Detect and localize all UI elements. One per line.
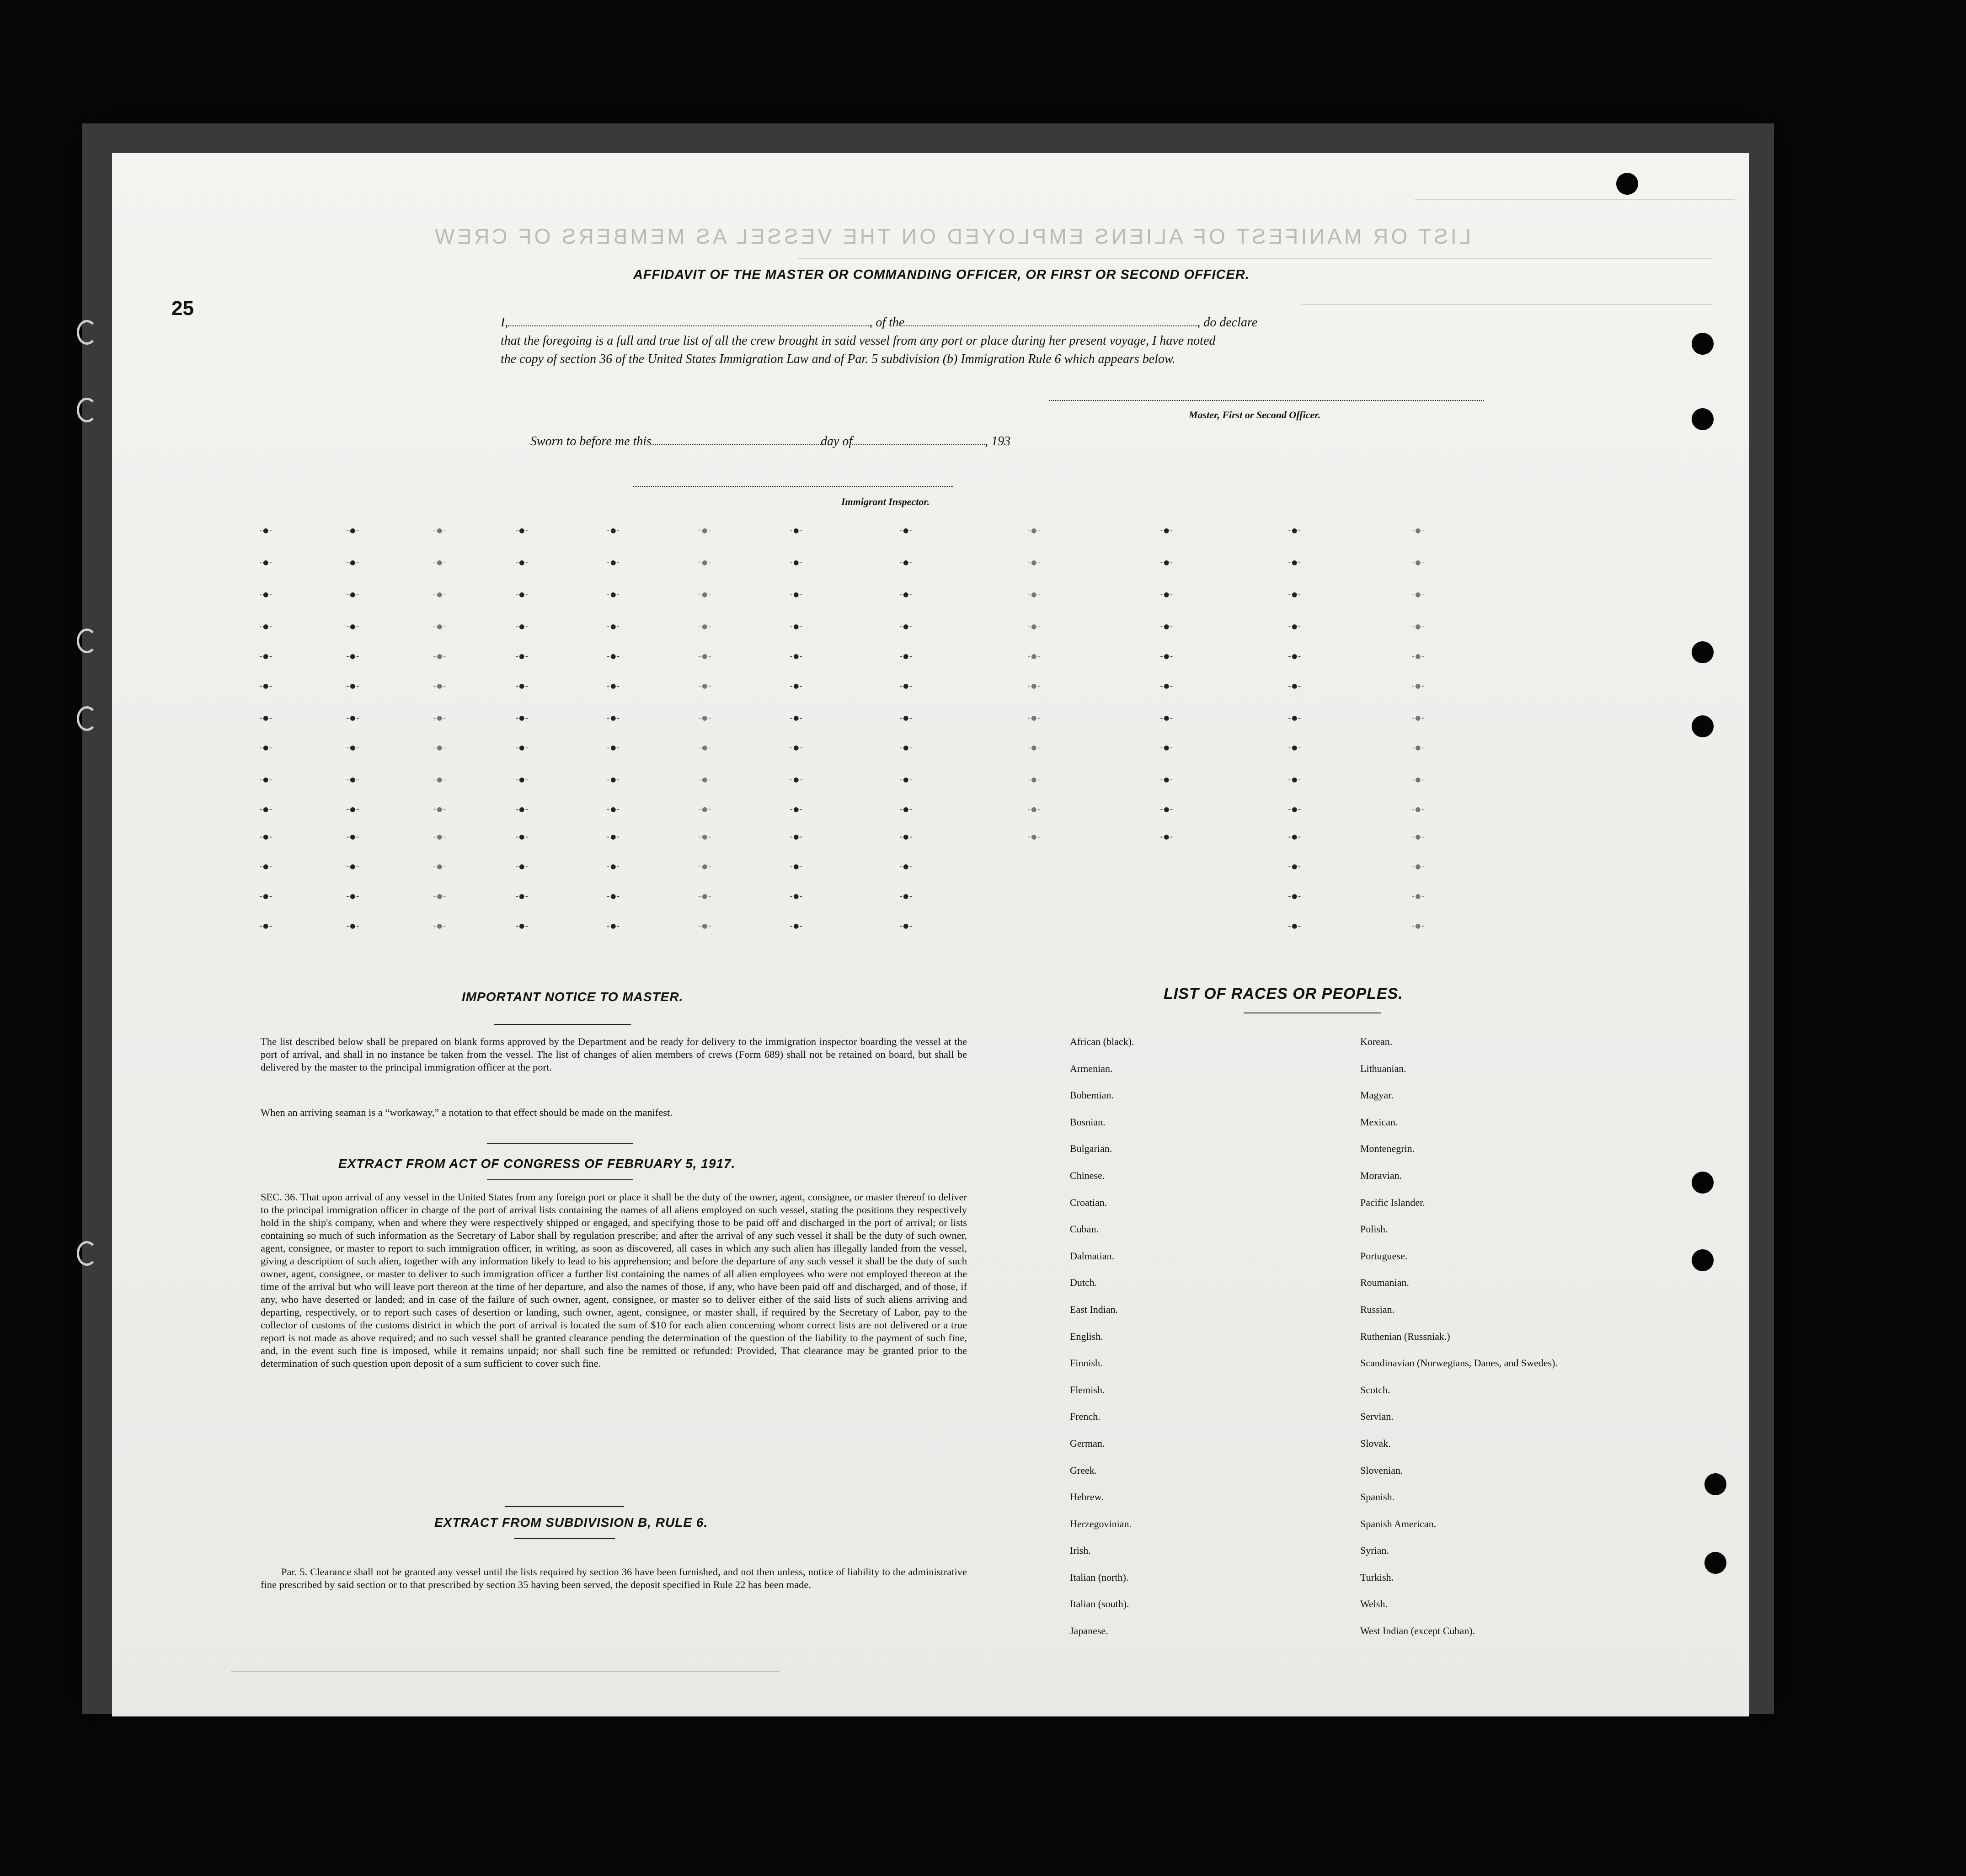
race-item: Pacific Islander. xyxy=(1360,1196,1425,1208)
ditto-mark xyxy=(697,526,712,535)
punch-hole xyxy=(1692,333,1714,355)
race-item: East Indian. xyxy=(1070,1303,1118,1315)
ditto-mark xyxy=(898,681,914,691)
affidavit-line-1 xyxy=(501,315,1257,330)
ditto-mark xyxy=(697,862,712,871)
crew-row xyxy=(258,651,1584,665)
affidavit-declare: , do declare xyxy=(1197,315,1258,330)
ditto-mark xyxy=(432,651,447,661)
crew-row xyxy=(258,921,1584,935)
ditto-mark xyxy=(606,921,621,931)
ditto-mark xyxy=(258,805,273,814)
ditto-mark xyxy=(1410,622,1426,631)
ditto-mark xyxy=(1287,832,1302,842)
ditto-mark xyxy=(789,775,804,784)
race-item: Dutch. xyxy=(1070,1277,1097,1289)
punch-hole xyxy=(1692,1172,1714,1194)
ditto-mark xyxy=(697,921,712,931)
inspector-signature-label: Immigrant Inspector. xyxy=(841,496,930,507)
ditto-mark xyxy=(432,681,447,691)
race-item: Spanish American. xyxy=(1360,1518,1437,1530)
ditto-mark xyxy=(1287,743,1302,752)
ditto-mark xyxy=(898,832,914,842)
master-signature-label: Master, First or Second Officer. xyxy=(1189,409,1321,421)
ditto-mark xyxy=(1287,622,1302,631)
ditto-mark xyxy=(1287,862,1302,871)
handwritten-page-mark: 25 xyxy=(171,297,194,320)
ditto-mark xyxy=(1159,681,1174,691)
bleed-line xyxy=(1301,304,1712,305)
ditto-mark xyxy=(1159,526,1174,535)
ditto-mark xyxy=(898,775,914,784)
race-item: Moravian. xyxy=(1360,1169,1402,1181)
ditto-mark xyxy=(432,921,447,931)
ditto-mark xyxy=(1410,775,1426,784)
ditto-mark xyxy=(1287,775,1302,784)
race-item: West Indian (except Cuban). xyxy=(1360,1625,1475,1637)
ditto-mark xyxy=(514,622,529,631)
race-item: Herzegovinian. xyxy=(1070,1518,1132,1530)
ditto-mark xyxy=(1410,921,1426,931)
ditto-mark xyxy=(432,775,447,784)
bleed-line xyxy=(231,1671,780,1672)
crew-row xyxy=(258,743,1584,757)
ditto-mark xyxy=(1026,681,1042,691)
ditto-mark xyxy=(1287,805,1302,814)
ditto-mark xyxy=(1410,558,1426,567)
ditto-mark xyxy=(789,713,804,723)
race-item: Spanish. xyxy=(1360,1491,1395,1503)
ditto-mark xyxy=(789,805,804,814)
ditto-mark xyxy=(1287,651,1302,661)
crew-row xyxy=(258,775,1584,789)
extract-act-title: EXTRACT FROM ACT OF CONGRESS OF FEBRUARY 5, 1917. xyxy=(338,1157,736,1171)
ditto-mark xyxy=(1026,775,1042,784)
ditto-mark xyxy=(1410,862,1426,871)
ditto-mark xyxy=(898,921,914,931)
race-item: Korean. xyxy=(1360,1036,1393,1047)
ditto-mark xyxy=(345,775,360,784)
ditto-mark xyxy=(432,891,447,901)
ditto-mark xyxy=(1287,921,1302,931)
important-notice-paragraph-2: When an arriving seaman is a “workaway,” a notation to that effect should be made on the manifest. xyxy=(261,1107,673,1118)
race-item: Greek. xyxy=(1070,1464,1097,1476)
ditto-mark xyxy=(1287,891,1302,901)
ditto-mark xyxy=(697,651,712,661)
ditto-mark xyxy=(1026,743,1042,752)
ditto-mark xyxy=(432,590,447,599)
ditto-mark xyxy=(345,651,360,661)
race-item: Ruthenian (Russniak.) xyxy=(1360,1330,1450,1342)
ditto-mark xyxy=(1287,526,1302,535)
ditto-mark xyxy=(432,862,447,871)
race-item: Welsh. xyxy=(1360,1598,1388,1610)
important-notice-paragraph-1: The list described below shall be prepared on blank forms approved by the Department and be ready for delivery to the immigration inspector boarding the vessel at the port of arrival, and shall in no instance be taken from the vessel. The list of changes of alien members of crews (Form 689) shall not be retained on board, but shall be delivered by the master to the principal immigration officer at the port. xyxy=(261,1036,967,1073)
ditto-mark xyxy=(258,651,273,661)
races-column-2 xyxy=(1360,1029,1558,1645)
rule-rule-top xyxy=(505,1506,624,1507)
ditto-mark xyxy=(514,558,529,567)
race-item: African (black). xyxy=(1070,1036,1134,1047)
ditto-mark xyxy=(697,805,712,814)
binder-ring-mark xyxy=(77,320,97,345)
ditto-mark xyxy=(1410,651,1426,661)
ditto-mark xyxy=(1026,713,1042,723)
race-item: Armenian. xyxy=(1070,1062,1113,1074)
ditto-mark xyxy=(789,832,804,842)
ditto-mark xyxy=(1410,526,1426,535)
ditto-mark xyxy=(606,775,621,784)
ditto-mark xyxy=(697,681,712,691)
crew-row xyxy=(258,681,1584,695)
ditto-mark xyxy=(697,743,712,752)
crew-row xyxy=(258,622,1584,635)
punch-hole xyxy=(1704,1552,1726,1574)
ditto-mark xyxy=(1410,590,1426,599)
race-item: Magyar. xyxy=(1360,1089,1394,1101)
race-item: Scandinavian (Norwegians, Danes, and Swedes). xyxy=(1360,1357,1558,1369)
ditto-mark xyxy=(514,775,529,784)
ditto-mark xyxy=(789,558,804,567)
ditto-mark xyxy=(258,775,273,784)
race-item: Bohemian. xyxy=(1070,1089,1114,1101)
ditto-mark xyxy=(697,558,712,567)
races-title: LIST OF RACES OR PEOPLES. xyxy=(1164,985,1403,1002)
ditto-mark xyxy=(789,651,804,661)
ditto-mark xyxy=(514,713,529,723)
ditto-mark xyxy=(697,832,712,842)
race-item: Bulgarian. xyxy=(1070,1143,1112,1155)
ditto-mark xyxy=(789,590,804,599)
punch-hole xyxy=(1692,641,1714,663)
ditto-mark xyxy=(697,775,712,784)
ditto-mark xyxy=(514,832,529,842)
ditto-mark xyxy=(1159,651,1174,661)
ditto-mark xyxy=(345,713,360,723)
ditto-mark xyxy=(432,832,447,842)
ditto-mark xyxy=(789,681,804,691)
ditto-mark xyxy=(514,862,529,871)
ditto-mark xyxy=(345,891,360,901)
ditto-mark xyxy=(1410,891,1426,901)
ditto-mark xyxy=(345,862,360,871)
ditto-mark xyxy=(789,891,804,901)
ditto-mark xyxy=(898,526,914,535)
race-item: Japanese. xyxy=(1070,1625,1108,1637)
ditto-mark xyxy=(789,743,804,752)
ditto-mark xyxy=(258,921,273,931)
crew-row xyxy=(258,805,1584,818)
ditto-mark xyxy=(1026,805,1042,814)
ditto-mark xyxy=(258,558,273,567)
punch-hole xyxy=(1692,1249,1714,1271)
race-item: Slovenian. xyxy=(1360,1464,1403,1476)
affidavit-title: AFFIDAVIT OF THE MASTER OR COMMANDING OFFICER, OR FIRST OR SECOND OFFICER. xyxy=(633,267,1250,282)
race-item: Flemish. xyxy=(1070,1384,1105,1396)
ditto-mark xyxy=(258,862,273,871)
ditto-mark xyxy=(345,681,360,691)
extract-rule-text: Par. 5. Clearance shall not be granted any vessel until the lists required by section 36 have been furnished, and not then unless, notice of liability to the administrative fine prescribed by said section or to that prescribed by section 35 having been served, the deposit specified in Rule 22 has been made. xyxy=(261,1566,967,1590)
ditto-mark xyxy=(514,651,529,661)
ditto-mark xyxy=(789,862,804,871)
sworn-day-blank xyxy=(652,434,821,445)
ditto-mark xyxy=(345,622,360,631)
ditto-mark xyxy=(1026,622,1042,631)
ditto-mark xyxy=(1026,526,1042,535)
race-item: Montenegrin. xyxy=(1360,1143,1415,1155)
ditto-mark xyxy=(345,743,360,752)
ditto-mark xyxy=(258,832,273,842)
sworn-label: Sworn to before me this xyxy=(530,434,652,448)
race-item: Croatian. xyxy=(1070,1196,1107,1208)
act-rule-bottom xyxy=(487,1179,633,1180)
ditto-mark xyxy=(898,805,914,814)
race-item: Lithuanian. xyxy=(1360,1062,1406,1074)
ditto-mark xyxy=(345,558,360,567)
bleed-line xyxy=(1415,199,1735,200)
crew-row xyxy=(258,891,1584,905)
master-signature-line xyxy=(1049,400,1484,401)
ditto-mark xyxy=(1026,558,1042,567)
punch-hole xyxy=(1692,715,1714,737)
race-item: Dalmatian. xyxy=(1070,1250,1115,1262)
ditto-mark xyxy=(1410,713,1426,723)
binder-ring-mark xyxy=(77,1241,97,1266)
ditto-mark xyxy=(697,891,712,901)
affidavit-i: I, xyxy=(501,315,508,330)
ditto-mark xyxy=(697,713,712,723)
ditto-mark xyxy=(606,622,621,631)
ditto-mark xyxy=(1287,713,1302,723)
race-item: Russian. xyxy=(1360,1303,1395,1315)
crew-row xyxy=(258,526,1584,539)
crew-row xyxy=(258,862,1584,875)
binder-ring-mark xyxy=(77,629,97,653)
ditto-mark xyxy=(606,862,621,871)
affidavit-of-the: , of the xyxy=(869,315,905,330)
ditto-mark xyxy=(1159,832,1174,842)
ditto-mark xyxy=(432,713,447,723)
ditto-mark xyxy=(258,590,273,599)
race-item: Finnish. xyxy=(1070,1357,1103,1369)
ditto-mark xyxy=(258,891,273,901)
ditto-mark xyxy=(514,526,529,535)
ditto-mark xyxy=(345,526,360,535)
ditto-mark xyxy=(432,558,447,567)
ditto-mark xyxy=(898,651,914,661)
race-item: Servian. xyxy=(1360,1411,1394,1423)
race-item: Syrian. xyxy=(1360,1545,1389,1556)
binder-ring-mark xyxy=(77,398,97,422)
race-item: French. xyxy=(1070,1411,1101,1423)
ditto-mark xyxy=(514,743,529,752)
bleed-through-title: LIST OR MANIFEST OF ALIENS EMPLOYED ON THE VESSEL AS MEMBERS OF CREW xyxy=(432,224,1471,248)
ditto-mark xyxy=(514,681,529,691)
ditto-mark xyxy=(432,805,447,814)
notice-rule xyxy=(494,1024,631,1025)
ditto-mark xyxy=(1159,743,1174,752)
ditto-mark xyxy=(898,743,914,752)
ditto-mark xyxy=(898,713,914,723)
races-column-1 xyxy=(1070,1029,1134,1645)
extract-rule-title: EXTRACT FROM SUBDIVISION B, RULE 6. xyxy=(434,1515,708,1530)
ditto-mark xyxy=(697,622,712,631)
ditto-mark xyxy=(345,921,360,931)
crew-row xyxy=(258,590,1584,603)
extract-act-text: SEC. 36. That upon arrival of any vessel in the United States from any foreign port or place it shall be the duty of the owner, agent, consignee, or master thereof to deliver to the principal immigration officer in charge of the port of arrival lists containing the names of all aliens employed on such vessel, stating the positions they respectively hold in the ship's company, when and where they were respectively shipped or engaged, and specifying those to be paid off and discharged in the port of arrival; or lists containing so much of such information as the Secretary of Labor shall by regulation prescribe; and after the arrival of any such vessel it shall be the duty of such owner, agent, consignee, or master to report to such immigration officer, in writing, as soon as discovered, all cases in which any such alien has illegally landed from the vessel, giving a description of such alien, together with any information likely to lead to his apprehension; and before the departure of any such vessel it shall be the duty of such owner, agent, consignee, or master to deliver to such immigration officer a further list containing the names of all alien employees who were not employed thereon at the time of the arrival but who will leave port thereon at the time of her departure, and also the names of those, if any, who have been paid off and discharged, and of those, if any, who have deserted or landed; and in case of the failure of such owner, agent, consignee, or master so to deliver either of the said lists of such aliens arriving and departing, respectively, or to report such cases of desertion or landing, such owner, agent, consignee, or master shall, if required by the Secretary of Labor, pay to the collector of customs of the customs district in which the port of arrival is located the sum of $10 for each alien concerning whom correct lists are not delivered or a true report is not made as above required; and no such vessel shall be granted clearance pending the determination of the question of the liability to the payment of such fine, and, in the event such fine is imposed, while it remains unpaid; nor shall such fine be remitted or refunded: Provided, That clearance may be granted prior to the determination of such question upon deposit of a sum sufficient to cover such fine. xyxy=(261,1191,967,1369)
race-item: Italian (south). xyxy=(1070,1598,1129,1610)
ditto-mark xyxy=(432,526,447,535)
ditto-mark xyxy=(606,743,621,752)
sworn-day-of: day of xyxy=(820,434,853,448)
ditto-mark xyxy=(1159,558,1174,567)
ditto-mark xyxy=(898,622,914,631)
ditto-mark xyxy=(898,862,914,871)
ditto-mark xyxy=(606,891,621,901)
race-item: English. xyxy=(1070,1330,1103,1342)
race-item: Hebrew. xyxy=(1070,1491,1104,1503)
race-item: Italian (north). xyxy=(1070,1571,1129,1583)
ditto-mark xyxy=(1026,590,1042,599)
ditto-mark xyxy=(1159,622,1174,631)
race-item: Irish. xyxy=(1070,1545,1091,1556)
rule-rule-bottom xyxy=(514,1538,615,1539)
ditto-mark xyxy=(1287,590,1302,599)
ditto-mark xyxy=(606,590,621,599)
ditto-mark xyxy=(1410,805,1426,814)
vessel-blank xyxy=(904,315,1197,326)
ditto-mark xyxy=(606,558,621,567)
inspector-signature-line xyxy=(633,486,953,487)
ditto-mark xyxy=(258,743,273,752)
ditto-mark xyxy=(345,832,360,842)
ditto-mark xyxy=(1159,590,1174,599)
ditto-mark xyxy=(1410,681,1426,691)
ditto-mark xyxy=(898,558,914,567)
ditto-mark xyxy=(898,891,914,901)
ditto-mark xyxy=(432,743,447,752)
ditto-mark xyxy=(1159,713,1174,723)
bleed-line xyxy=(798,258,1712,259)
ditto-mark xyxy=(514,590,529,599)
ditto-mark xyxy=(345,590,360,599)
name-blank xyxy=(508,315,869,326)
ditto-mark xyxy=(258,713,273,723)
affidavit-line-3: the copy of section 36 of the United States Immigration Law and of Par. 5 subdivision (b) Immigration Rule 6 which appears below. xyxy=(501,352,1175,366)
important-notice-title: IMPORTANT NOTICE TO MASTER. xyxy=(462,990,684,1004)
ditto-mark xyxy=(1287,558,1302,567)
ditto-mark xyxy=(1287,681,1302,691)
race-item: Turkish. xyxy=(1360,1571,1394,1583)
ditto-mark xyxy=(789,622,804,631)
race-item: Polish. xyxy=(1360,1223,1388,1235)
race-item: Chinese. xyxy=(1070,1169,1105,1181)
race-item: Portuguese. xyxy=(1360,1250,1408,1262)
ditto-mark xyxy=(1026,832,1042,842)
ditto-mark xyxy=(898,590,914,599)
ditto-mark xyxy=(514,921,529,931)
race-item: Bosnian. xyxy=(1070,1116,1106,1128)
ditto-mark xyxy=(345,805,360,814)
ditto-mark xyxy=(606,526,621,535)
punch-hole xyxy=(1692,408,1714,430)
ditto-mark xyxy=(258,622,273,631)
ditto-mark xyxy=(258,681,273,691)
ditto-mark xyxy=(606,681,621,691)
punch-hole xyxy=(1704,1473,1726,1495)
binder-ring-mark xyxy=(77,706,97,731)
ditto-mark xyxy=(606,713,621,723)
ditto-mark xyxy=(1159,775,1174,784)
crew-row xyxy=(258,832,1584,846)
race-item: Roumanian. xyxy=(1360,1277,1409,1289)
ditto-mark xyxy=(1410,832,1426,842)
ditto-mark xyxy=(606,651,621,661)
race-item: Mexican. xyxy=(1360,1116,1398,1128)
ditto-mark xyxy=(432,622,447,631)
punch-hole xyxy=(1616,173,1638,195)
ditto-mark xyxy=(606,805,621,814)
sworn-month-blank xyxy=(852,434,985,445)
ditto-mark xyxy=(789,921,804,931)
manifest-page xyxy=(112,153,1749,1716)
crew-row xyxy=(258,558,1584,571)
act-rule-top xyxy=(487,1143,633,1144)
ditto-mark xyxy=(258,526,273,535)
ditto-mark xyxy=(514,805,529,814)
race-item: Cuban. xyxy=(1070,1223,1099,1235)
affidavit-line-2: that the foregoing is a full and true list of all the crew brought in said vessel from any port or place during her present voyage, I have noted xyxy=(501,334,1216,348)
ditto-mark xyxy=(1026,651,1042,661)
ditto-mark xyxy=(697,590,712,599)
race-item: Scotch. xyxy=(1360,1384,1390,1396)
ditto-mark xyxy=(606,832,621,842)
ditto-mark xyxy=(789,526,804,535)
crew-row xyxy=(258,713,1584,727)
ditto-mark xyxy=(514,891,529,901)
race-item: Slovak. xyxy=(1360,1437,1391,1449)
sworn-year: , 193 xyxy=(985,434,1011,448)
race-item: German. xyxy=(1070,1437,1105,1449)
sworn-line xyxy=(530,434,1010,449)
ditto-mark xyxy=(1159,805,1174,814)
ditto-mark xyxy=(1410,743,1426,752)
